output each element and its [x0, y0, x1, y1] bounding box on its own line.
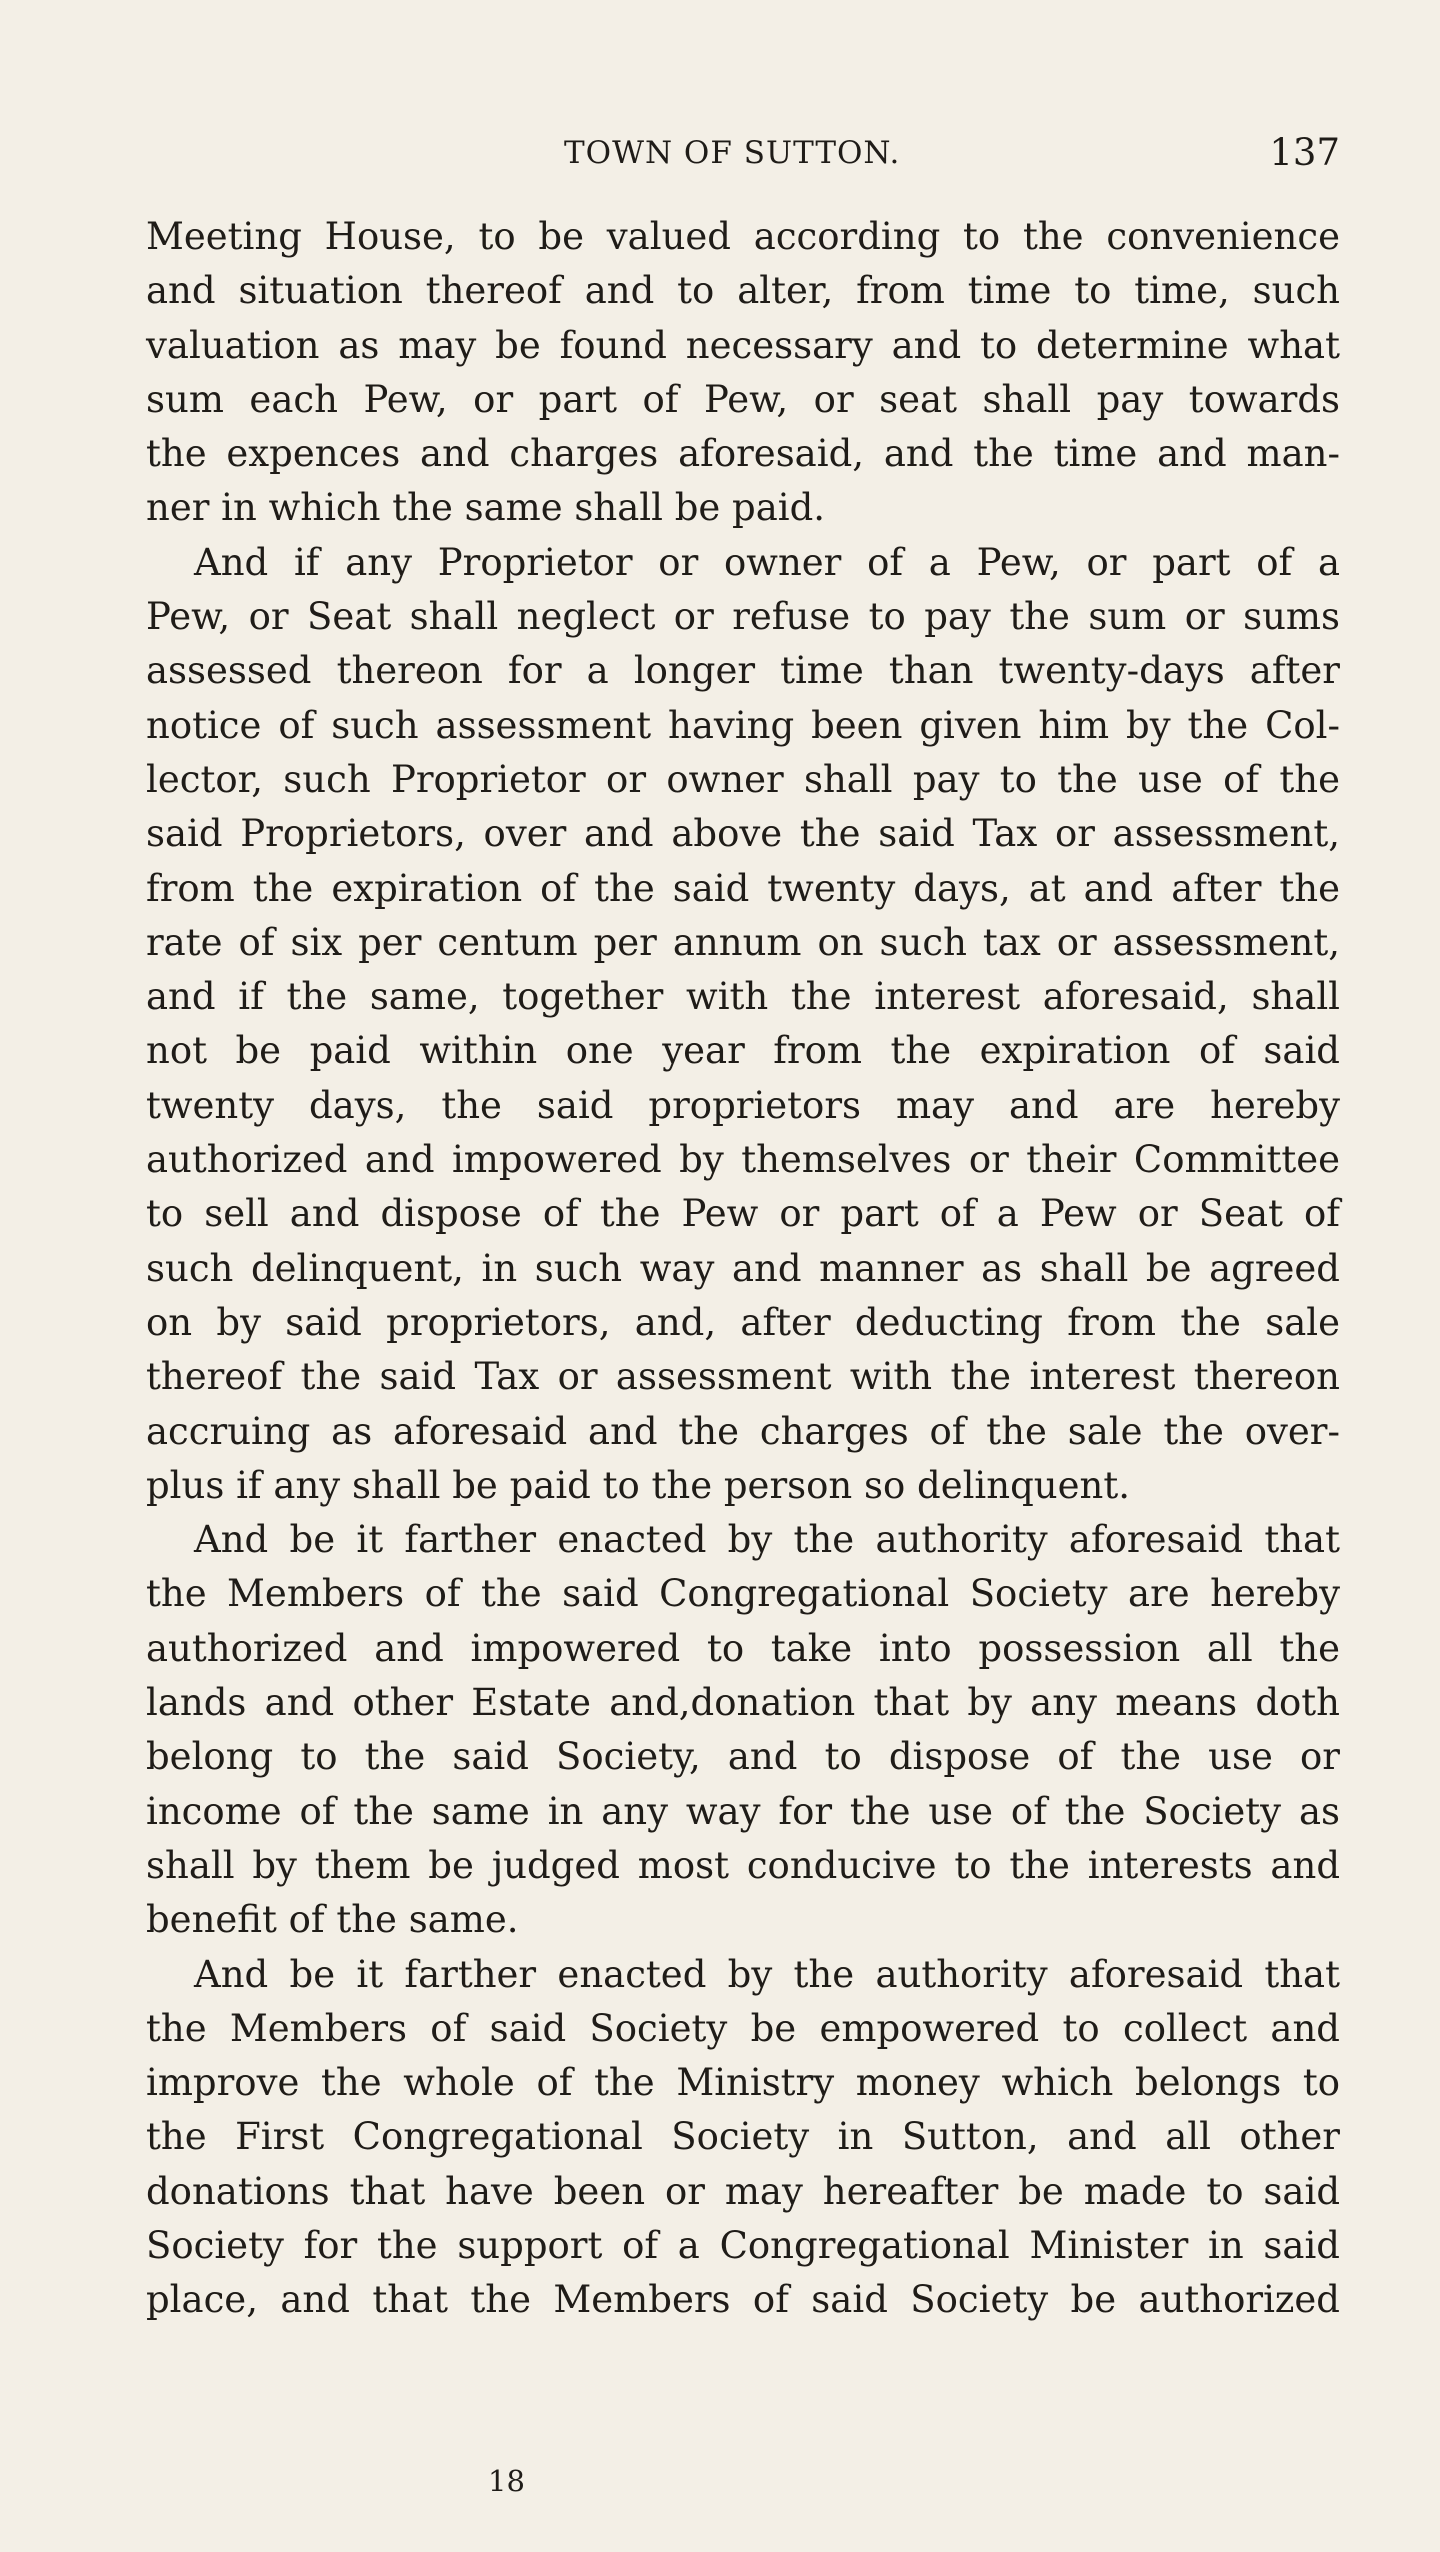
text-line: thereof the said Tax or assessment with the interest thereon [146, 1355, 1340, 1399]
text-line: and if the same, together with the interest aforesaid, shall [146, 975, 1340, 1019]
text-line: assessed thereon for a longer time than twenty-days after [146, 649, 1340, 693]
text-line: and situation thereof and to alter, from time to time, such [146, 269, 1340, 313]
text-line: plus if any shall be paid to the person so delinquent. [146, 1463, 1130, 1507]
text-line: valuation as may be found necessary and to determine what [146, 323, 1340, 367]
page-number: 137 [1269, 131, 1340, 174]
text-line: Pew, or Seat shall neglect or refuse to pay the sum or sums [146, 595, 1340, 639]
text-line: benefit of the same. [146, 1898, 519, 1942]
body-text [146, 210, 1340, 2328]
text-line: the Members of said Society be empowered to collect and [146, 2006, 1340, 2050]
text-line: belong to the said Society, and to dispose of the use or [146, 1735, 1340, 1779]
running-title: TOWN OF SUTTON. [564, 135, 901, 171]
text-line: authorized and impowered by themselves or their Committee [146, 1138, 1340, 1182]
text-line: Society for the support of a Congregational Minister in said [146, 2223, 1340, 2267]
text-line: ner in which the same shall be paid. [146, 486, 826, 530]
text-line: on by said proprietors, and, after deducting from the sale [146, 1300, 1340, 1344]
text-line: to sell and dispose of the Pew or part of a Pew or Seat of [146, 1192, 1340, 1236]
text-line: the First Congregational Society in Sutton, and all other [146, 2115, 1340, 2159]
text-line: the expences and charges aforesaid, and the time and man- [146, 432, 1340, 476]
text-line: lands and other Estate and,donation that by any means doth [146, 1681, 1340, 1725]
text-line: improve the whole of the Ministry money which belongs to [146, 2061, 1340, 2105]
text-line: not be paid within one year from the expiration of said [146, 1029, 1340, 1073]
paragraph-start-line: And if any Proprietor or owner of a Pew, or part of a [194, 540, 1340, 584]
text-line: accruing as aforesaid and the charges of the sale the over- [146, 1409, 1340, 1453]
text-line: said Proprietors, over and above the said Tax or assessment, [146, 812, 1340, 856]
text-line: Meeting House, to be valued according to the convenience [146, 215, 1340, 258]
text-line: lector, such Proprietor or owner shall pay to the use of the [146, 757, 1340, 801]
paragraph-start-line: And be it farther enacted by the authority aforesaid that [194, 1518, 1340, 1562]
text-line: from the expiration of the said twenty days, at and after the [146, 866, 1340, 910]
text-line: such delinquent, in such way and manner as shall be agreed [146, 1246, 1340, 1290]
text-line: twenty days, the said proprietors may and are hereby [146, 1083, 1340, 1127]
paragraph-start-line: And be it farther enacted by the authority aforesaid that [194, 1952, 1340, 1996]
text-line: the Members of the said Congregational Society are hereby [146, 1572, 1340, 1616]
text-line: shall by them be judged most conducive to the interests and [146, 1843, 1340, 1887]
text-line: donations that have been or may hereafter be made to said [146, 2169, 1340, 2213]
text-line: rate of six per centum per annum on such tax or assessment, [146, 920, 1340, 964]
text-line: authorized and impowered to take into possession all the [146, 1626, 1340, 1670]
text-line: notice of such assessment having been given him by the Col- [146, 703, 1340, 747]
text-line: income of the same in any way for the use of the Society as [146, 1789, 1340, 1833]
running-head [146, 128, 1340, 178]
text-line: place, and that the Members of said Society be authorized [146, 2278, 1340, 2322]
signature-mark: 18 [488, 2464, 525, 2498]
text-line: sum each Pew, or part of Pew, or seat shall pay towards [146, 377, 1340, 421]
